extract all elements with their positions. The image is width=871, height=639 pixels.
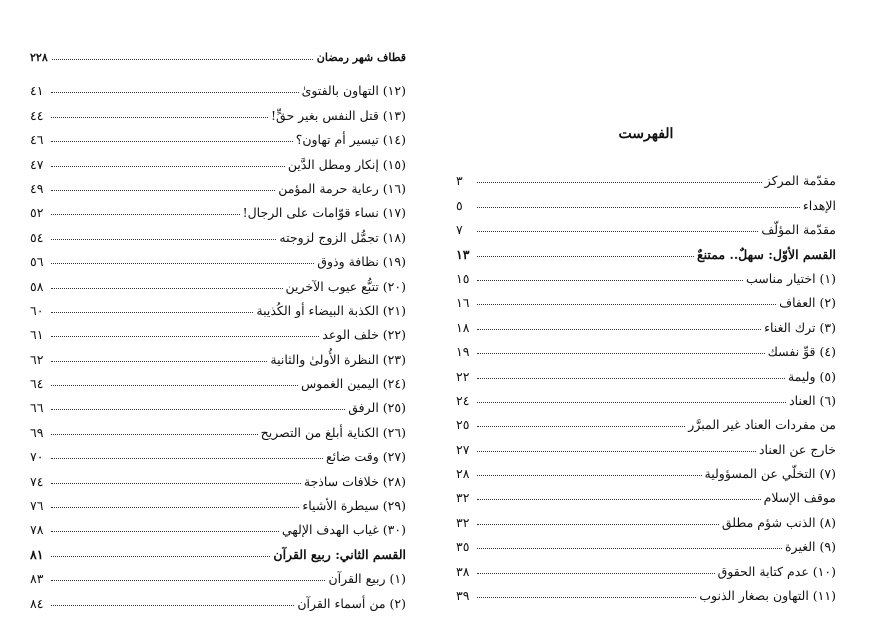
dotted-leader — [51, 458, 323, 459]
entry-page-number: ١٥ — [456, 270, 470, 286]
dotted-leader — [51, 507, 299, 508]
entry-page-number: ١٩ — [456, 344, 470, 360]
entry-page-number: ٧٤ — [30, 473, 44, 489]
toc-entry[interactable] — [30, 74, 406, 98]
dotted-leader — [51, 556, 270, 557]
dotted-leader — [51, 385, 298, 386]
dotted-leader — [477, 353, 765, 354]
dotted-leader — [477, 597, 696, 598]
toc-entry[interactable] — [30, 123, 406, 147]
dotted-leader — [477, 426, 685, 427]
dotted-leader — [51, 263, 314, 264]
dotted-leader — [477, 475, 702, 476]
entry-page-number: ٧٦ — [30, 498, 44, 514]
dotted-leader — [51, 166, 285, 167]
dotted-leader — [51, 434, 258, 435]
toc-entry[interactable] — [456, 457, 836, 481]
toc-entry[interactable] — [456, 310, 836, 334]
entry-page-number: ١٦ — [456, 295, 470, 311]
entry-page-number: ٣٩ — [456, 588, 470, 604]
toc-entry[interactable] — [456, 262, 836, 286]
running-header — [30, 44, 406, 64]
entry-title: (١) ربيع القرآن — [328, 571, 406, 587]
dotted-leader — [477, 280, 743, 281]
dotted-leader — [477, 304, 776, 305]
toc-entry[interactable] — [30, 147, 406, 171]
dotted-leader — [51, 580, 325, 581]
entry-title: (٢٩) سيطرة الأشياء — [302, 498, 406, 514]
dotted-leader — [51, 336, 319, 337]
dotted-leader — [51, 288, 283, 289]
dotted-leader — [51, 92, 299, 93]
toc-entry[interactable] — [30, 245, 406, 269]
entry-page-number: ٧ — [456, 222, 463, 238]
dotted-leader — [477, 402, 786, 403]
entry-page-number: ٦٩ — [30, 424, 44, 440]
entry-title: القسم الأوّل: سهلٌ.. ممتنعٌ — [697, 246, 836, 262]
toc-entry[interactable] — [456, 286, 836, 310]
entry-title: (١٧) نساء قوّامات على الرجال! — [242, 205, 406, 221]
dotted-leader — [51, 409, 345, 410]
dotted-leader — [477, 524, 719, 525]
entry-page-number: ١٨ — [456, 319, 470, 335]
entry-title: (٩) الغيرة — [785, 539, 836, 555]
dotted-leader — [51, 483, 301, 484]
entry-page-number: ٢٨ — [456, 466, 470, 482]
entry-page-number: ٣ — [456, 173, 463, 189]
toc-entry[interactable] — [30, 440, 406, 464]
toc-entry[interactable] — [456, 554, 836, 578]
dotted-leader — [477, 548, 782, 549]
dotted-leader — [51, 531, 279, 532]
toc-list — [30, 74, 406, 611]
toc-entry[interactable] — [30, 172, 406, 196]
entry-title: (٦) العناد — [789, 392, 836, 408]
dotted-leader — [477, 378, 785, 379]
entry-page-number: ٤٤ — [30, 107, 44, 123]
entry-title: القسم الثاني: ربيع القرآن — [273, 546, 406, 562]
toc-entry[interactable] — [30, 367, 406, 391]
entry-page-number: ٣٨ — [456, 563, 470, 579]
toc-heading: الفهرست — [618, 126, 674, 142]
entry-title: (٢) من أسماء القرآن — [297, 595, 406, 611]
toc-entry[interactable] — [456, 579, 836, 603]
toc-entry[interactable] — [30, 513, 406, 537]
entry-title: (٣٠) غياب الهدف الإلهي — [281, 522, 406, 538]
toc-entry[interactable] — [30, 464, 406, 488]
toc-entry[interactable] — [30, 415, 406, 439]
toc-entry[interactable] — [30, 342, 406, 366]
entry-page-number: ٨١ — [30, 546, 44, 562]
dotted-leader — [477, 499, 761, 500]
entry-title: (١٠) عدم كتابة الحقوق — [717, 563, 836, 579]
entry-title: (٤) قوِّ نفسك — [767, 344, 836, 360]
entry-page-number: ١٣ — [456, 246, 470, 262]
toc-section-entry[interactable] — [456, 237, 836, 261]
entry-page-number: ٦٢ — [30, 351, 44, 367]
entry-title: خارج عن العناد — [758, 441, 836, 457]
dotted-leader — [51, 190, 275, 191]
entry-page-number: ٨٤ — [30, 595, 44, 611]
right-page — [456, 126, 836, 603]
entry-page-number: ٦٦ — [30, 400, 44, 416]
dotted-leader — [477, 573, 715, 574]
dotted-leader — [51, 141, 293, 142]
entry-title: من مفردات العناد غير المبرَّر — [688, 417, 836, 433]
dotted-leader — [51, 605, 294, 606]
entry-page-number: ٤٩ — [30, 180, 44, 196]
entry-title: (٢١) الكذبة البيضاء أو الكُذيبة — [256, 302, 406, 318]
toc-entry[interactable] — [456, 188, 836, 212]
entry-page-number: ٤٧ — [30, 156, 44, 172]
entry-title: (١٩) نظافة وذوق — [317, 254, 406, 270]
toc-list — [456, 164, 836, 603]
entry-title: (١٤) تيسير أم تهاون؟ — [295, 132, 406, 148]
entry-title: (٢٥) الرفق — [348, 400, 406, 416]
toc-entry[interactable] — [456, 164, 836, 188]
entry-title: (٢٠) تتبُّع عيوب الآخرين — [285, 278, 406, 294]
toc-entry[interactable] — [30, 269, 406, 293]
toc-entry[interactable] — [456, 481, 836, 505]
entry-title: (١٦) رعاية حرمة المؤمن — [278, 180, 406, 196]
entry-page-number: ٧٨ — [30, 522, 44, 538]
toc-entry[interactable] — [456, 530, 836, 554]
toc-entry[interactable] — [456, 213, 836, 237]
dotted-leader — [477, 329, 761, 330]
left-page — [30, 44, 406, 611]
entry-title: (١٥) إنكار ومطل الدَّين — [287, 156, 406, 172]
entry-title: (٢) العفاف — [779, 295, 836, 311]
toc-entry[interactable] — [456, 335, 836, 359]
toc-entry[interactable] — [30, 98, 406, 122]
toc-section-entry[interactable] — [30, 537, 406, 561]
entry-page-number: ٨٣ — [30, 571, 44, 587]
entry-title: (٢٦) الكناية أبلغ من التصريح — [260, 424, 406, 440]
page-number: ٢٢٨ — [30, 51, 48, 64]
entry-title: مقدّمة المركز — [764, 173, 836, 189]
dotted-leader — [477, 256, 694, 257]
entry-title: (١) اختيار مناسب — [745, 270, 836, 286]
entry-title: (١١) التهاون بصغار الذنوب — [699, 588, 836, 604]
dotted-leader — [51, 117, 268, 118]
dotted-leader — [51, 312, 253, 313]
entry-page-number: ٤١ — [30, 83, 44, 99]
toc-entry[interactable] — [456, 359, 836, 383]
toc-entry[interactable] — [456, 505, 836, 529]
entry-page-number: ٢٥ — [456, 417, 470, 433]
entry-page-number: ٥٢ — [30, 205, 44, 221]
entry-page-number: ٤٦ — [30, 132, 44, 148]
dotted-leader — [477, 231, 758, 232]
toc-entry[interactable] — [456, 408, 836, 432]
entry-page-number: ٥٦ — [30, 254, 44, 270]
dotted-leader — [477, 207, 800, 208]
dotted-leader — [51, 214, 240, 215]
entry-page-number: ٣٥ — [456, 539, 470, 555]
entry-title: (٧) التخلّي عن المسؤولية — [704, 466, 836, 482]
dotted-leader — [477, 182, 762, 183]
entry-title: موقف الإسلام — [763, 490, 836, 506]
entry-title: (٢٧) وقت ضائع — [326, 449, 406, 465]
dotted-leader — [51, 239, 276, 240]
toc-entry[interactable] — [456, 432, 836, 456]
running-title: قطاف شهر رمضان — [316, 51, 406, 64]
entry-title: مقدّمة المؤلّف — [761, 222, 836, 238]
entry-title: (٣) ترك الغناء — [764, 319, 836, 335]
entry-title: الإهداء — [802, 197, 836, 213]
entry-page-number: ٦١ — [30, 327, 44, 343]
entry-title: (٢٨) خلافات ساذجة — [303, 473, 406, 489]
entry-title: (٥) وليمة — [787, 368, 836, 384]
dotted-leader — [51, 361, 267, 362]
dotted-leader — [52, 59, 313, 60]
entry-page-number: ٧٠ — [30, 449, 44, 465]
toc-entry[interactable] — [456, 384, 836, 408]
entry-page-number: ٥٨ — [30, 278, 44, 294]
toc-entry[interactable] — [30, 196, 406, 220]
entry-title: (٢٤) اليمين الغموس — [301, 376, 406, 392]
entry-title: (٨) الذنب شؤم مطلق — [721, 514, 836, 530]
toc-entry[interactable] — [30, 220, 406, 244]
toc-entry[interactable] — [30, 562, 406, 586]
entry-title: (١٢) التهاون بالفتوىٰ — [301, 83, 406, 99]
entry-title: (٢٢) خلف الوعد — [322, 327, 406, 343]
dotted-leader — [477, 451, 756, 452]
entry-title: (١٨) تجمُّل الزوج لزوجته — [279, 229, 406, 245]
entry-page-number: ٣٢ — [456, 490, 470, 506]
entry-page-number: ٦٠ — [30, 302, 44, 318]
toc-entry[interactable] — [30, 391, 406, 415]
entry-page-number: ٥ — [456, 197, 463, 213]
toc-entry[interactable] — [30, 586, 406, 610]
entry-page-number: ٢٢ — [456, 368, 470, 384]
entry-title: (٢٣) النظرة الأُولىٰ والثانية — [270, 351, 406, 367]
entry-title: (١٣) قتل النفس بغير حقٍّ! — [271, 107, 406, 123]
entry-page-number: ٢٧ — [456, 441, 470, 457]
entry-page-number: ٦٤ — [30, 376, 44, 392]
toc-entry[interactable] — [30, 294, 406, 318]
entry-page-number: ٣٢ — [456, 514, 470, 530]
entry-page-number: ٥٤ — [30, 229, 44, 245]
entry-page-number: ٢٤ — [456, 392, 470, 408]
toc-entry[interactable] — [30, 318, 406, 342]
toc-entry[interactable] — [30, 489, 406, 513]
